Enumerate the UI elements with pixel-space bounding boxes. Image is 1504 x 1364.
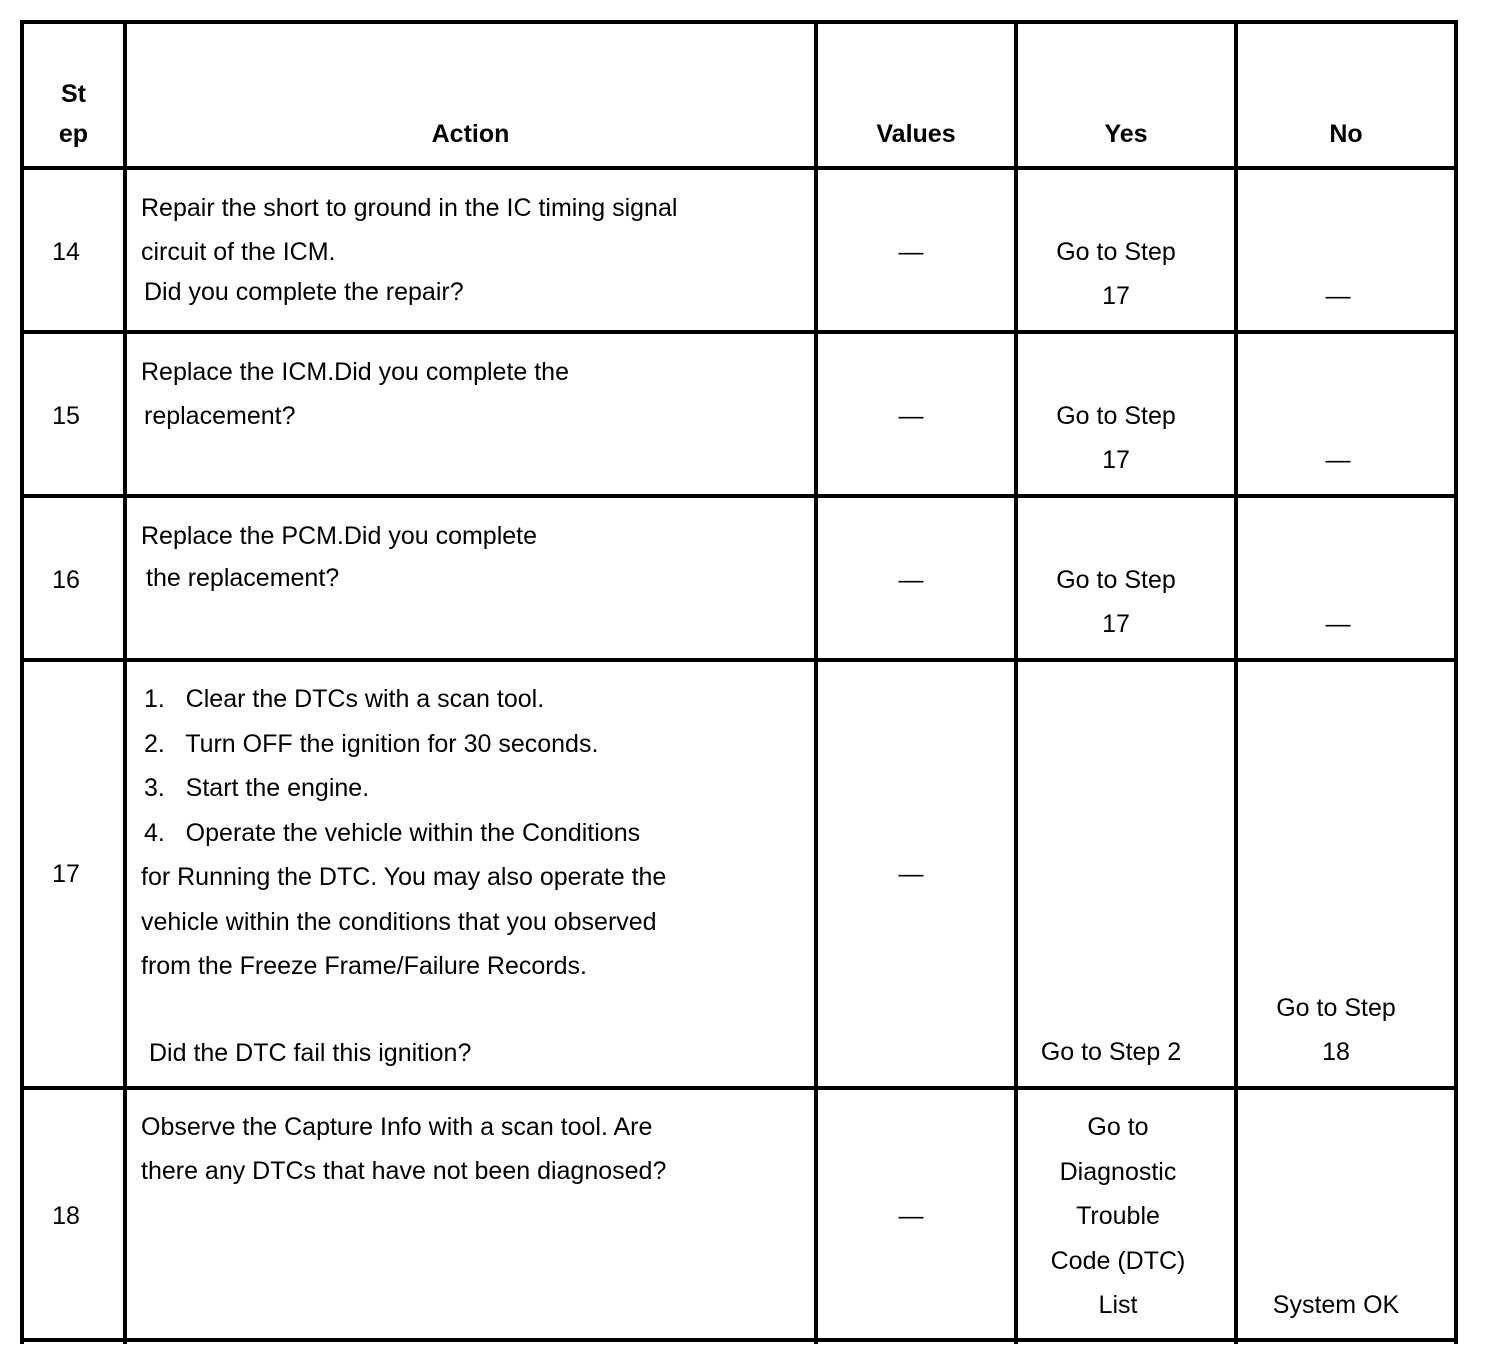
- row-18-yes-line-4: Code (DTC): [1050, 1246, 1186, 1275]
- row-17-action-line-7: from the Freeze Frame/Failure Records.: [141, 952, 587, 980]
- row-18-yes: [1018, 1105, 1218, 1328]
- row-divider-16: [20, 658, 1458, 662]
- header-action: Action: [431, 120, 510, 148]
- row-17-action-step-2: 2. Turn OFF the ignition for 30 seconds.: [144, 729, 599, 758]
- row-17-step: 17: [52, 860, 80, 888]
- row-14-yes-line-1: Go to Step: [1056, 238, 1176, 266]
- row-17-no-line-1: Go to Step: [1276, 994, 1396, 1022]
- column-divider-step-action: [123, 20, 127, 1344]
- row-14-action-line-3: Did you complete the repair?: [144, 278, 464, 306]
- row-16-action-line-1: Replace the PCM.Did you complete: [141, 522, 538, 550]
- row-16-values: —: [898, 566, 924, 594]
- column-divider-action-values: [814, 20, 818, 1344]
- row-16-yes-line-1: Go to Step: [1056, 566, 1176, 594]
- column-divider-yes-no: [1234, 20, 1238, 1344]
- row-17-action: [141, 677, 811, 1075]
- row-18-yes-line-3: Trouble: [1076, 1202, 1160, 1230]
- row-15-yes: [1018, 394, 1214, 482]
- row-14-no: —: [1325, 282, 1351, 310]
- row-14-yes: [1018, 230, 1214, 318]
- row-18-action-line-2: there any DTCs that have not been diagnosed?: [141, 1157, 667, 1185]
- row-15-yes-line-1: Go to Step: [1056, 402, 1176, 430]
- row-15-yes-line-2: 17: [1102, 446, 1130, 474]
- row-16-yes: [1018, 558, 1214, 646]
- row-18-no: System OK: [1272, 1291, 1400, 1319]
- row-17-no-line-2: 18: [1322, 1038, 1350, 1066]
- row-17-action-question: Did the DTC fail this ignition?: [149, 1038, 472, 1067]
- header-step: [24, 74, 123, 154]
- header-values: Values: [876, 120, 956, 148]
- table-border-top: [20, 20, 1458, 24]
- table-border-bottom: [20, 1338, 1458, 1342]
- row-18-values: —: [898, 1202, 924, 1230]
- row-17-yes: Go to Step 2: [1040, 1038, 1182, 1066]
- row-16-action-line-2: the replacement?: [146, 564, 340, 592]
- header-step-line-2: ep: [58, 120, 89, 148]
- row-divider-15: [20, 494, 1458, 498]
- row-17-no: [1238, 986, 1434, 1074]
- row-14-step: 14: [52, 238, 80, 266]
- header-yes: Yes: [1104, 120, 1148, 148]
- row-14-values: —: [898, 238, 924, 266]
- row-18-action: [141, 1105, 811, 1193]
- row-16-yes-line-2: 17: [1102, 610, 1130, 638]
- row-15-action: [141, 350, 811, 438]
- row-18-action-line-1: Observe the Capture Info with a scan tool. Are: [141, 1113, 653, 1141]
- row-17-action-step-3: 3. Start the engine.: [144, 774, 370, 802]
- row-17-action-step-4: 4. Operate the vehicle within the Conditions: [144, 818, 641, 847]
- row-18-step: 18: [52, 1202, 80, 1230]
- row-divider-header: [20, 166, 1458, 170]
- row-14-action-line-1: Repair the short to ground in the IC timing signal: [141, 194, 678, 222]
- row-17-action-step-1: 1. Clear the DTCs with a scan tool.: [144, 685, 545, 713]
- row-17-values: —: [898, 860, 924, 888]
- row-18-yes-line-2: Diagnostic: [1059, 1157, 1177, 1186]
- row-15-action-line-2: replacement?: [144, 402, 296, 430]
- row-15-no: —: [1325, 446, 1351, 474]
- table-border-right: [1454, 20, 1458, 1344]
- row-17-action-line-6: vehicle within the conditions that you observed: [141, 907, 657, 936]
- row-16-no: —: [1325, 610, 1351, 638]
- row-15-action-line-1: Replace the ICM.Did you complete the: [141, 358, 569, 386]
- row-14-action: [141, 186, 811, 314]
- row-14-yes-line-2: 17: [1102, 282, 1130, 310]
- row-16-step: 16: [52, 566, 80, 594]
- header-no: No: [1329, 120, 1363, 148]
- row-16-action: [141, 514, 811, 600]
- row-14-action-line-2: circuit of the ICM.: [141, 238, 336, 266]
- row-15-step: 15: [52, 402, 80, 430]
- row-divider-17: [20, 1086, 1458, 1090]
- table-border-left: [20, 20, 24, 1344]
- row-15-values: —: [898, 402, 924, 430]
- row-17-action-line-5: for Running the DTC. You may also operate the: [141, 863, 667, 891]
- row-18-yes-line-5: List: [1098, 1291, 1138, 1319]
- row-18-yes-line-1: Go to: [1087, 1113, 1149, 1141]
- row-divider-14: [20, 330, 1458, 334]
- header-step-line-1: St: [61, 80, 86, 108]
